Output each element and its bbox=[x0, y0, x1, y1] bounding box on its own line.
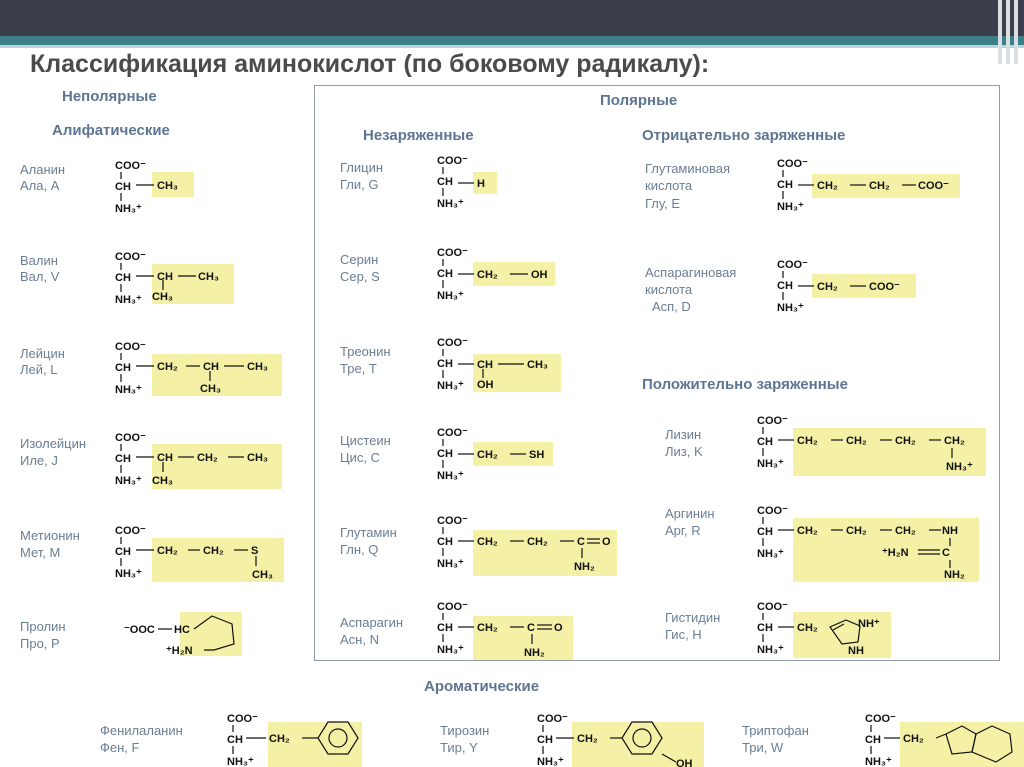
glutamine-nh3: NH₃⁺ bbox=[437, 558, 464, 570]
lysine-nh3: NH₃⁺ bbox=[757, 458, 784, 470]
leucine-ch2: CH₂ bbox=[157, 361, 178, 373]
abbr: Сер, S bbox=[340, 269, 380, 284]
isoleucine-ch: CH bbox=[157, 452, 173, 464]
leucine-backbone bbox=[115, 341, 146, 396]
methionine-ch: CH bbox=[115, 546, 131, 558]
asparagine-backbone bbox=[437, 601, 468, 656]
name-line2: кислота bbox=[645, 282, 693, 297]
methionine-ch2-a: CH₂ bbox=[157, 545, 178, 557]
cysteine-ch: CH bbox=[437, 448, 453, 460]
asparagine-ch2: CH₂ bbox=[477, 622, 498, 634]
isoleucine-ch2: CH₂ bbox=[197, 452, 218, 464]
arginine-nh: NH bbox=[942, 525, 958, 537]
abbr: Цис, C bbox=[340, 450, 380, 465]
glycine-h: H bbox=[477, 178, 485, 190]
abbr: Гли, G bbox=[340, 177, 379, 192]
name: Аспарагиновая bbox=[645, 265, 737, 280]
glutamine-ch: CH bbox=[437, 536, 453, 548]
arginine-c: C bbox=[942, 547, 950, 559]
name-line2: кислота bbox=[645, 178, 693, 193]
header-negative: Отрицательно заряженные bbox=[642, 127, 846, 144]
valine-backbone bbox=[115, 251, 146, 306]
name: Аланин bbox=[20, 162, 66, 177]
aspartic-coo: COO⁻ bbox=[777, 259, 808, 271]
aspartic-ch2: CH₂ bbox=[817, 281, 838, 293]
lysine-ch2-b: CH₂ bbox=[846, 435, 867, 447]
methionine-backbone bbox=[115, 525, 146, 580]
abbr: Про, P bbox=[20, 636, 60, 651]
glutamic-coo: COO⁻ bbox=[777, 158, 808, 170]
tyrosine-ch2: CH₂ bbox=[577, 733, 598, 745]
abbr: Асп, D bbox=[652, 299, 691, 314]
header-uncharged: Незаряженные bbox=[363, 127, 474, 144]
aspartic-nh3: NH₃⁺ bbox=[777, 302, 804, 314]
glutamine-o: O bbox=[602, 536, 611, 548]
side-chain-highlights bbox=[152, 172, 1024, 767]
methionine-ch2-b: CH₂ bbox=[203, 545, 224, 557]
arginine-ch2-c: CH₂ bbox=[895, 525, 916, 537]
threonine-coo: COO⁻ bbox=[437, 337, 468, 349]
abbr: Асн, N bbox=[340, 632, 379, 647]
alanine-ch: CH bbox=[115, 181, 131, 193]
alanine-coo: COO⁻ bbox=[115, 160, 146, 172]
threonine-nh3: NH₃⁺ bbox=[437, 380, 464, 392]
tryptophan-ch2: CH₂ bbox=[903, 733, 924, 745]
serine-coo: COO⁻ bbox=[437, 247, 468, 259]
name: Глутамин bbox=[340, 525, 397, 540]
alanine-backbone bbox=[115, 160, 146, 215]
name: Валин bbox=[20, 253, 58, 268]
histidine-nh: NH bbox=[848, 645, 864, 657]
methionine-s: S bbox=[251, 545, 259, 557]
serine-nh3: NH₃⁺ bbox=[437, 290, 464, 302]
name: Триптофан bbox=[742, 723, 809, 738]
glutamic-ch: CH bbox=[777, 179, 793, 191]
arginine-ch2-b: CH₂ bbox=[846, 525, 867, 537]
phenylalanine-nh3: NH₃⁺ bbox=[227, 756, 254, 767]
name: Фенилаланин bbox=[100, 723, 183, 738]
valine-ch: CH bbox=[157, 271, 173, 283]
header-positive: Положительно заряженные bbox=[642, 376, 848, 393]
tyrosine-oh: OH bbox=[676, 758, 693, 767]
name: Метионин bbox=[20, 528, 80, 543]
proline-ooc: ⁻OOC bbox=[124, 624, 155, 636]
serine-oh: OH bbox=[531, 269, 548, 281]
header-polar: Полярные bbox=[600, 92, 678, 109]
abbr: Три, W bbox=[742, 740, 784, 755]
name: Серин bbox=[340, 252, 379, 267]
abbr: Арг, R bbox=[665, 523, 701, 538]
proline-h2n: ⁺H₂N bbox=[166, 645, 193, 657]
name: Глутаминовая bbox=[645, 161, 731, 176]
abbr: Тре, T bbox=[340, 361, 377, 376]
asparagine-ch: CH bbox=[437, 622, 453, 634]
histidine-backbone bbox=[757, 601, 788, 656]
isoleucine-ch: CH bbox=[115, 453, 131, 465]
lysine-nh3: NH₃⁺ bbox=[946, 461, 973, 473]
arginine-nh2: NH₂ bbox=[944, 569, 965, 581]
cysteine-nh3: NH₃⁺ bbox=[437, 470, 464, 482]
glutamic-ch2-a: CH₂ bbox=[817, 180, 838, 192]
name: Глицин bbox=[340, 160, 384, 175]
histidine-nh-plus: NH⁺ bbox=[858, 618, 880, 630]
phenylalanine-coo: COO⁻ bbox=[227, 713, 258, 725]
lysine-ch: CH bbox=[757, 436, 773, 448]
valine-ch3-b: CH₃ bbox=[152, 291, 173, 303]
phenylalanine-backbone bbox=[227, 713, 258, 767]
asparagine-coo: COO⁻ bbox=[437, 601, 468, 613]
name: Пролин bbox=[20, 619, 66, 634]
abbr: Тир, Y bbox=[440, 740, 478, 755]
valine-ch: CH bbox=[115, 272, 131, 284]
leucine-ch: CH bbox=[203, 361, 219, 373]
histidine-ch: CH bbox=[757, 622, 773, 634]
valine-coo: COO⁻ bbox=[115, 251, 146, 263]
threonine-ch: CH bbox=[437, 358, 453, 370]
name: Тирозин bbox=[440, 723, 490, 738]
abbr: Ала, A bbox=[20, 178, 60, 193]
asparagine-c: C bbox=[527, 622, 535, 634]
tryptophan-nh3: NH₃⁺ bbox=[865, 756, 892, 767]
lysine-ch2-a: CH₂ bbox=[797, 435, 818, 447]
tryptophan-backbone bbox=[865, 713, 896, 767]
aspartic-ch: CH bbox=[777, 280, 793, 292]
isoleucine-backbone bbox=[115, 432, 146, 487]
glutamic-coo: COO⁻ bbox=[918, 180, 949, 192]
name: Треонин bbox=[340, 344, 391, 359]
tryptophan-coo: COO⁻ bbox=[865, 713, 896, 725]
header-aromatic: Ароматические bbox=[424, 678, 540, 695]
abbr: Глн, Q bbox=[340, 542, 379, 557]
threonine-oh: OH bbox=[477, 379, 494, 391]
glycine-nh3: NH₃⁺ bbox=[437, 198, 464, 210]
serine-ch2: CH₂ bbox=[477, 269, 498, 281]
leucine-ch: CH bbox=[115, 362, 131, 374]
slide-title: Классификация аминокислот (по боковому радикалу): bbox=[30, 50, 710, 78]
glutamine-coo: COO⁻ bbox=[437, 515, 468, 527]
name: Аргинин bbox=[665, 506, 715, 521]
name: Цистеин bbox=[340, 433, 391, 448]
isoleucine-ch3-a: CH₃ bbox=[247, 452, 268, 464]
leucine-ch3-b: CH₃ bbox=[200, 383, 221, 395]
alanine-nh3: NH₃⁺ bbox=[115, 203, 142, 215]
abbr: Мет, M bbox=[20, 545, 61, 560]
alanine-ch3: CH₃ bbox=[157, 180, 178, 192]
cysteine-coo: COO⁻ bbox=[437, 427, 468, 439]
arginine-h2n: ⁺H₂N bbox=[882, 547, 909, 559]
tryptophan-ch: CH bbox=[865, 734, 881, 746]
abbr: Лей, L bbox=[20, 362, 58, 377]
abbr: Фен, F bbox=[100, 740, 140, 755]
phenylalanine-ch: CH bbox=[227, 734, 243, 746]
glutamine-c: C bbox=[577, 536, 585, 548]
valine-ch3-a: CH₃ bbox=[198, 271, 219, 283]
methionine-coo: COO⁻ bbox=[115, 525, 146, 537]
phenylalanine-ch2: CH₂ bbox=[269, 733, 290, 745]
glutamine-ch2-a: CH₂ bbox=[477, 536, 498, 548]
methionine-ch3: CH₃ bbox=[252, 569, 273, 581]
threonine-ch3: CH₃ bbox=[527, 359, 548, 371]
leucine-nh3: NH₃⁺ bbox=[115, 384, 142, 396]
leucine-coo: COO⁻ bbox=[115, 341, 146, 353]
name: Гистидин bbox=[665, 610, 721, 625]
arginine-coo: COO⁻ bbox=[757, 505, 788, 517]
name: Изолейцин bbox=[20, 436, 87, 451]
tyrosine-nh3: NH₃⁺ bbox=[537, 756, 564, 767]
lysine-ch2-c: CH₂ bbox=[895, 435, 916, 447]
header-aliphatic: Алифатические bbox=[52, 122, 170, 139]
asparagine-o: O bbox=[554, 622, 563, 634]
name: Лейцин bbox=[20, 346, 65, 361]
serine-ch: CH bbox=[437, 268, 453, 280]
histidine-ch2: CH₂ bbox=[797, 622, 818, 634]
glutamine-ch2-b: CH₂ bbox=[527, 536, 548, 548]
tyrosine-coo: COO⁻ bbox=[537, 713, 568, 725]
abbr: Лиз, K bbox=[665, 444, 703, 459]
tyrosine-ch: CH bbox=[537, 734, 553, 746]
lysine-coo: COO⁻ bbox=[757, 415, 788, 427]
abbr: Вал, V bbox=[20, 269, 60, 284]
name: Аспарагин bbox=[340, 615, 404, 630]
abbr: Глу, E bbox=[645, 196, 680, 211]
glycine-coo: COO⁻ bbox=[437, 155, 468, 167]
methionine-nh3: NH₃⁺ bbox=[115, 568, 142, 580]
lysine-ch2-d: CH₂ bbox=[944, 435, 965, 447]
leucine-ch3-a: CH₃ bbox=[247, 361, 268, 373]
cysteine-sh: SH bbox=[529, 449, 545, 461]
arginine-ch2-a: CH₂ bbox=[797, 525, 818, 537]
name: Лизин bbox=[665, 427, 702, 442]
cysteine-ch2: CH₂ bbox=[477, 449, 498, 461]
glutamine-backbone bbox=[437, 515, 468, 570]
abbr: Гис, H bbox=[665, 627, 702, 642]
asparagine-nh2: NH₂ bbox=[524, 647, 545, 659]
arginine-backbone bbox=[757, 505, 788, 560]
proline-hc: HC bbox=[174, 624, 190, 636]
arginine-ch: CH bbox=[757, 526, 773, 538]
header-nonpolar: Неполярные bbox=[62, 88, 157, 105]
threonine-ch: CH bbox=[477, 359, 493, 371]
glutamic-nh3: NH₃⁺ bbox=[777, 201, 804, 213]
isoleucine-coo: COO⁻ bbox=[115, 432, 146, 444]
isoleucine-nh3: NH₃⁺ bbox=[115, 475, 142, 487]
abbr: Иле, J bbox=[20, 453, 58, 468]
aspartic-coo: COO⁻ bbox=[869, 281, 900, 293]
isoleucine-ch3-b: CH₃ bbox=[152, 475, 173, 487]
valine-nh3: NH₃⁺ bbox=[115, 294, 142, 306]
histidine-coo: COO⁻ bbox=[757, 601, 788, 613]
glycine-ch: CH bbox=[437, 176, 453, 188]
tyrosine-backbone bbox=[537, 713, 568, 767]
arginine-nh3: NH₃⁺ bbox=[757, 548, 784, 560]
asparagine-nh3: NH₃⁺ bbox=[437, 644, 464, 656]
glutamine-nh2: NH₂ bbox=[574, 561, 595, 573]
lysine-backbone bbox=[757, 415, 788, 470]
glutamic-ch2-b: CH₂ bbox=[869, 180, 890, 192]
histidine-nh3: NH₃⁺ bbox=[757, 644, 784, 656]
